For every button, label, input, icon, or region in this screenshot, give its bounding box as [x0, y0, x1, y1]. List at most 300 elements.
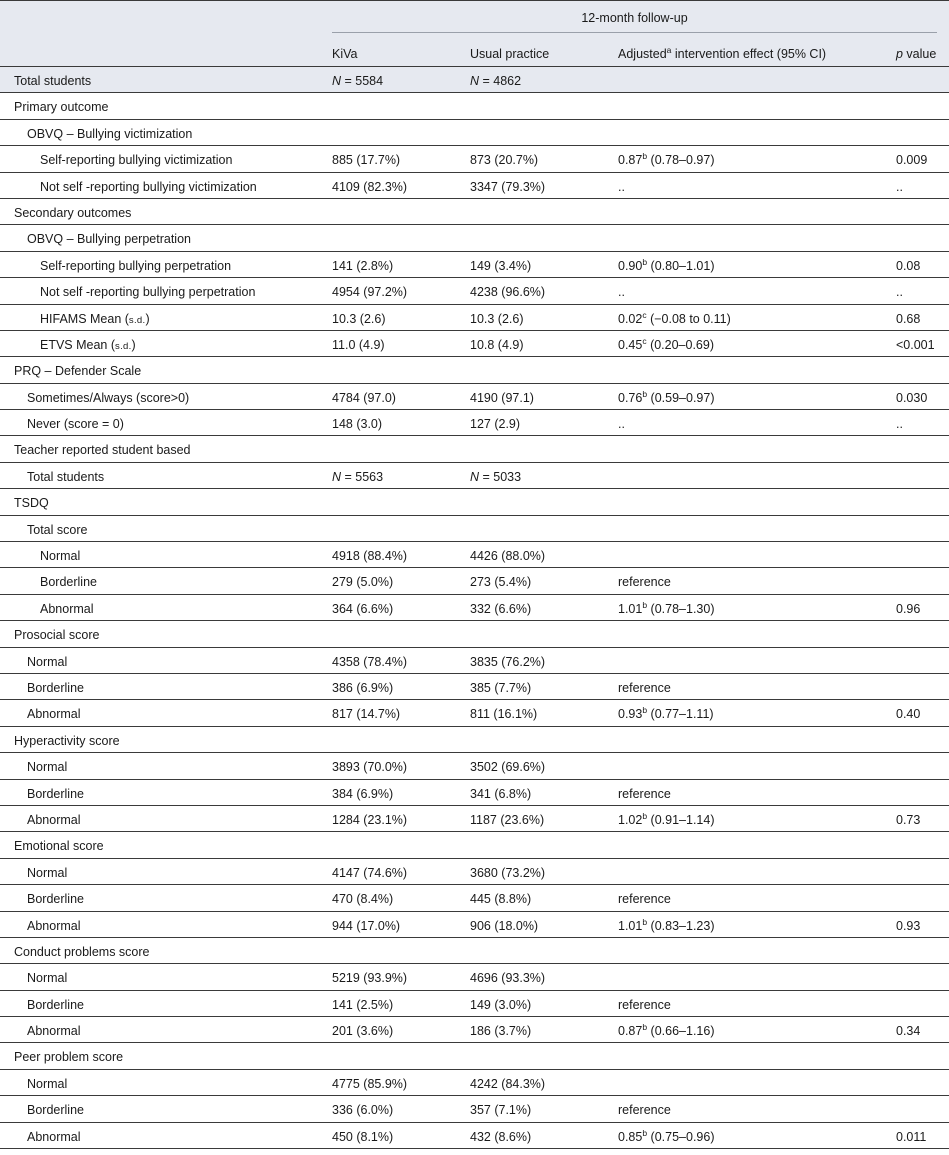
row-label-text: Conduct problems score	[14, 944, 150, 959]
usual-cell	[470, 285, 545, 299]
usual-cell	[470, 655, 545, 669]
usual-value: 10.8 (4.9)	[470, 337, 524, 352]
usual-cell	[470, 259, 531, 273]
row-label	[40, 285, 255, 299]
kiva-cell	[332, 1077, 407, 1091]
usual-cell	[470, 1130, 531, 1144]
kiva-cell	[332, 1103, 393, 1117]
kiva-cell	[332, 1024, 393, 1038]
usual-value: 4242 (84.3%)	[470, 1076, 546, 1091]
kiva-cell	[332, 813, 407, 827]
effect-ci: reference	[618, 997, 671, 1012]
kiva-value: 386 (6.9%)	[332, 680, 394, 695]
row-label	[27, 1077, 67, 1091]
table-row	[0, 859, 949, 885]
usual-value: = 5033	[479, 469, 522, 484]
usual-value: 186 (3.7%)	[470, 1024, 532, 1039]
effect-sup: c	[642, 335, 647, 346]
table-row	[0, 964, 949, 990]
effect-value: 0.45	[618, 337, 643, 352]
kiva-value: 3893 (70.0%)	[332, 760, 408, 775]
usual-value: 4426 (88.0%)	[470, 549, 546, 564]
effect-ci: (0.78–1.30)	[647, 601, 715, 616]
row-label	[40, 259, 231, 273]
kiva-value: = 5563	[341, 469, 384, 484]
p-value-cell: 0.68	[896, 311, 921, 326]
kiva-n: N	[332, 74, 342, 88]
effect-sup: b	[642, 705, 648, 716]
effect-ci: ..	[618, 285, 625, 300]
row-label-text: PRQ – Defender Scale	[14, 364, 142, 379]
effect-value: 0.85	[618, 1129, 643, 1144]
row-label	[14, 74, 91, 88]
p-value-cell: 0.40	[896, 707, 921, 722]
col-effect-header	[618, 44, 827, 61]
kiva-cell	[332, 312, 386, 326]
usual-cell	[470, 866, 545, 880]
effect-ci: (0.66–1.16)	[647, 1024, 715, 1039]
usual-value: 906 (18.0%)	[470, 918, 539, 933]
effect-value: 1.01	[618, 601, 643, 616]
row-label-sd: s.d.	[115, 340, 132, 352]
table-row	[0, 146, 949, 172]
kiva-cell	[332, 760, 407, 774]
kiva-value: 944 (17.0%)	[332, 918, 401, 933]
effect-ci: reference	[618, 575, 671, 590]
row-label	[27, 760, 67, 774]
effect-value: 0.02	[618, 311, 643, 326]
row-label	[14, 496, 49, 510]
effect-cell	[618, 285, 625, 299]
kiva-value: 10.3 (2.6)	[332, 311, 386, 326]
col-p-rest: value	[902, 47, 937, 61]
kiva-value: 4954 (97.2%)	[332, 285, 408, 300]
kiva-value: 4775 (85.9%)	[332, 1076, 408, 1091]
p-value-cell: 0.009	[896, 153, 928, 168]
kiva-cell	[332, 707, 400, 721]
kiva-cell	[332, 892, 393, 906]
table-row	[0, 912, 949, 938]
effect-sup: b	[642, 916, 648, 927]
col-p-header	[896, 47, 936, 61]
table-row	[0, 516, 949, 542]
effect-cell	[618, 417, 625, 431]
kiva-cell	[332, 285, 407, 299]
usual-value: 811 (16.1%)	[470, 707, 538, 722]
effect-ci: (−0.08 to 0.11)	[646, 311, 731, 326]
effect-ci: reference	[618, 786, 671, 801]
row-label-text: Normal	[27, 971, 68, 986]
row-label	[27, 919, 81, 933]
usual-value: 3680 (73.2%)	[470, 865, 546, 880]
p-value-cell: 0.96	[896, 601, 921, 616]
kiva-value: = 5584	[341, 74, 384, 88]
row-label-text: Sometimes/Always (score>0)	[27, 390, 190, 405]
effect-ci: (0.59–0.97)	[647, 390, 715, 405]
usual-cell	[470, 919, 538, 933]
col-p-italic: p	[896, 47, 903, 61]
effect-cell	[618, 916, 715, 933]
usual-value: 127 (2.9)	[470, 417, 521, 432]
table-row	[0, 173, 949, 199]
row-label-text: Peer problem score	[14, 1050, 124, 1065]
kiva-value: 4918 (88.4%)	[332, 549, 408, 564]
kiva-cell	[332, 971, 407, 985]
usual-value: 341 (6.8%)	[470, 786, 532, 801]
usual-cell	[470, 602, 531, 616]
row-label	[14, 628, 99, 642]
table-row	[0, 806, 949, 832]
row-label	[14, 206, 131, 220]
row-label	[14, 443, 191, 457]
row-label-text: Total students	[14, 74, 92, 88]
table-row	[0, 885, 949, 911]
row-label	[14, 945, 149, 959]
row-label-text: Abnormal	[27, 707, 81, 722]
usual-value: 10.3 (2.6)	[470, 311, 524, 326]
table-row	[0, 410, 949, 436]
kiva-cell	[332, 602, 393, 616]
table-row	[0, 727, 949, 753]
table-row	[0, 753, 949, 779]
table-row	[0, 648, 949, 674]
kiva-value: 4147 (74.6%)	[332, 865, 408, 880]
effect-cell	[618, 892, 671, 906]
table-row	[0, 674, 949, 700]
row-label	[40, 549, 80, 563]
effect-cell	[618, 599, 715, 616]
effect-ci: reference	[618, 1103, 671, 1118]
kiva-cell	[332, 417, 382, 431]
table-row	[0, 384, 949, 410]
kiva-value: 141 (2.8%)	[332, 258, 394, 273]
effect-sup: b	[642, 388, 648, 399]
usual-value: 332 (6.6%)	[470, 601, 532, 616]
usual-value: 4238 (96.6%)	[470, 285, 546, 300]
effect-sup: b	[642, 599, 648, 610]
table-row	[0, 357, 949, 383]
row-label-text: Never (score = 0)	[27, 417, 124, 432]
kiva-cell	[332, 787, 393, 801]
usual-cell	[470, 549, 545, 563]
effect-cell	[618, 256, 715, 273]
usual-value: 4696 (93.3%)	[470, 971, 546, 986]
row-label-text: Abnormal	[27, 812, 81, 827]
effect-cell	[618, 153, 715, 167]
kiva-cell	[332, 919, 400, 933]
kiva-value: 4358 (78.4%)	[332, 654, 408, 669]
usual-cell	[470, 74, 521, 88]
kiva-cell	[332, 74, 383, 88]
kiva-cell	[332, 259, 393, 273]
kiva-value: 5219 (93.9%)	[332, 971, 408, 986]
effect-sup: c	[642, 309, 647, 320]
effect-ci: (0.83–1.23)	[647, 918, 715, 933]
row-label	[27, 707, 81, 721]
row-label-text: Borderline	[27, 680, 84, 695]
col-kiva-header: KiVa	[332, 47, 358, 61]
kiva-n: N	[332, 469, 342, 484]
usual-cell	[470, 153, 538, 167]
usual-value: 149 (3.4%)	[470, 258, 532, 273]
table-row	[0, 1123, 949, 1149]
p-value-cell: 0.34	[896, 1024, 921, 1039]
table-row	[0, 991, 949, 1017]
usual-n: N	[470, 74, 480, 88]
effect-sup: b	[642, 810, 648, 821]
row-label	[27, 655, 67, 669]
row-label-text: Hyperactivity score	[14, 733, 120, 748]
usual-cell	[470, 681, 531, 695]
p-value-cell: ..	[896, 417, 903, 432]
table-row	[0, 120, 949, 146]
row-label-text: Abnormal	[27, 918, 81, 933]
row-label-text: Self-reporting bullying victimization	[40, 153, 233, 168]
kiva-cell	[332, 391, 396, 405]
row-label-text: Normal	[27, 760, 68, 775]
usual-value: = 4862	[479, 74, 522, 88]
effect-ci: reference	[618, 892, 671, 907]
table-row	[0, 595, 949, 621]
table-row	[0, 1070, 949, 1096]
col-effect-post: intervention effect (95% CI)	[671, 47, 827, 61]
usual-value: 873 (20.7%)	[470, 153, 539, 168]
kiva-value: 470 (8.4%)	[332, 892, 394, 907]
usual-value: 149 (3.0%)	[470, 997, 532, 1012]
row-label-text: Total students	[27, 469, 105, 484]
row-label-text: HIFAMS Mean	[40, 311, 122, 326]
row-label	[40, 153, 232, 167]
row-label: ETVS Mean (s.d.)	[40, 337, 136, 352]
p-value-cell: 0.030	[896, 390, 928, 405]
table-row	[0, 938, 949, 964]
row-label	[27, 470, 104, 484]
col-effect-sup: a	[666, 44, 672, 55]
kiva-cell	[332, 470, 383, 484]
effect-value: 0.90	[618, 258, 643, 273]
effect-ci: (0.91–1.14)	[647, 812, 715, 827]
usual-cell	[470, 417, 520, 431]
effect-cell	[618, 787, 671, 801]
usual-cell	[470, 760, 545, 774]
row-label	[27, 1024, 81, 1038]
row-label-text: Normal	[27, 1076, 68, 1091]
row-label	[27, 232, 191, 246]
effect-sup: b	[642, 256, 648, 267]
effect-sup: b	[642, 1127, 648, 1138]
usual-value: 385 (7.7%)	[470, 680, 532, 695]
effect-value: 1.02	[618, 812, 643, 827]
row-label	[27, 391, 189, 405]
table-row	[0, 542, 949, 568]
p-value-cell: 0.93	[896, 918, 921, 933]
table-row	[0, 67, 949, 93]
p-value-cell: 0.73	[896, 812, 921, 827]
usual-cell	[470, 180, 545, 194]
usual-value: 445 (8.8%)	[470, 892, 532, 907]
row-label-text: Borderline	[27, 892, 84, 907]
p-value-cell: ..	[896, 179, 903, 194]
row-label	[14, 839, 104, 853]
kiva-cell	[332, 180, 407, 194]
table-row	[0, 489, 949, 515]
table-row	[0, 1017, 949, 1043]
effect-cell	[618, 388, 715, 405]
table-row	[0, 225, 949, 251]
row-label-text: Teacher reported student based	[14, 443, 191, 458]
kiva-value: 4109 (82.3%)	[332, 179, 408, 194]
table-row	[0, 568, 949, 594]
row-label-text: Abnormal	[27, 1129, 81, 1144]
usual-value: 3502 (69.6%)	[470, 760, 546, 775]
usual-cell	[470, 575, 531, 589]
effect-cell	[618, 180, 625, 194]
row-label-text: Normal	[40, 549, 81, 564]
kiva-value: 201 (3.6%)	[332, 1024, 394, 1039]
follow-up-heading: 12-month follow-up	[581, 11, 688, 25]
effect-ci: (0.20–0.69)	[646, 337, 715, 352]
kiva-cell	[332, 575, 393, 589]
row-label	[27, 523, 87, 537]
row-label-text: Abnormal	[27, 1024, 81, 1039]
table-row	[0, 621, 949, 647]
usual-value: 357 (7.1%)	[470, 1103, 532, 1118]
usual-cell	[470, 1077, 545, 1091]
row-label	[40, 180, 257, 194]
effect-ci: reference	[618, 680, 671, 695]
effect-ci: (0.77–1.11)	[647, 707, 714, 722]
kiva-cell	[332, 655, 407, 669]
p-value-cell: <0.001	[896, 337, 935, 352]
table-row	[0, 1096, 949, 1122]
row-label	[27, 998, 84, 1012]
row-label-text: ETVS Mean	[40, 337, 108, 352]
row-label-text: Total score	[27, 522, 88, 537]
kiva-cell	[332, 1130, 393, 1144]
usual-value: 273 (5.4%)	[470, 575, 532, 590]
row-label-text: Primary outcome	[14, 100, 109, 115]
kiva-value: 364 (6.6%)	[332, 601, 394, 616]
usual-cell	[470, 1103, 531, 1117]
row-label	[27, 127, 192, 141]
effect-value: 0.87	[618, 1024, 643, 1039]
effect-ci: (0.75–0.96)	[647, 1129, 715, 1144]
effect-cell	[618, 309, 731, 326]
usual-cell	[470, 312, 524, 326]
kiva-value: 1284 (23.1%)	[332, 812, 408, 827]
usual-cell	[470, 391, 534, 405]
kiva-value: 148 (3.0)	[332, 417, 383, 432]
row-label	[27, 866, 67, 880]
row-label	[27, 787, 84, 801]
usual-cell	[470, 1024, 531, 1038]
effect-cell	[618, 575, 671, 589]
kiva-cell	[332, 338, 385, 352]
kiva-value: 4784 (97.0)	[332, 390, 396, 405]
kiva-value: 450 (8.1%)	[332, 1129, 394, 1144]
p-value-cell: ..	[896, 285, 903, 300]
effect-sup: b	[642, 1021, 648, 1032]
effect-ci: ..	[618, 179, 625, 194]
kiva-cell	[332, 681, 393, 695]
kiva-value: 817 (14.7%)	[332, 707, 401, 722]
row-label-text: Prosocial score	[14, 628, 100, 643]
kiva-value: 885 (17.7%)	[332, 153, 401, 168]
kiva-value: 141 (2.5%)	[332, 997, 394, 1012]
row-label	[27, 892, 84, 906]
kiva-value: 11.0 (4.9)	[332, 337, 385, 352]
row-label	[14, 734, 120, 748]
row-label	[27, 813, 81, 827]
usual-cell	[470, 813, 544, 827]
usual-cell	[470, 998, 531, 1012]
table-row	[0, 1043, 949, 1069]
effect-cell	[618, 1103, 671, 1117]
effect-ci: (0.78–0.97)	[647, 153, 715, 168]
table-row	[0, 436, 949, 462]
row-label-sd: s.d.	[128, 314, 146, 326]
table-row	[0, 780, 949, 806]
table-row	[0, 93, 949, 119]
effect-value: 0.76	[618, 390, 643, 405]
effect-cell	[618, 1127, 715, 1144]
row-label	[40, 602, 94, 616]
kiva-value: 279 (5.0%)	[332, 575, 394, 590]
effect-cell	[618, 707, 714, 721]
kiva-cell	[332, 866, 407, 880]
kiva-cell	[332, 998, 393, 1012]
usual-value: 4190 (97.1)	[470, 390, 534, 405]
usual-value: 1187 (23.6%)	[470, 812, 545, 827]
col-effect-pre: Adjusted	[618, 47, 667, 61]
effect-cell	[618, 335, 715, 352]
row-label-text: Borderline	[27, 1103, 84, 1118]
row-label: HIFAMS Mean (s.d.)	[40, 311, 150, 326]
row-label	[27, 681, 84, 695]
table-row	[0, 700, 949, 726]
table-header	[0, 0, 949, 67]
row-label-text: Abnormal	[40, 601, 94, 616]
usual-cell	[470, 470, 521, 484]
row-label	[27, 971, 67, 985]
row-label-text: OBVQ – Bullying perpetration	[27, 232, 191, 247]
effect-value: 1.01	[618, 918, 643, 933]
col-usual-header: Usual practice	[470, 47, 550, 61]
effect-ci: ..	[618, 417, 625, 432]
kiva-value: 336 (6.0%)	[332, 1103, 394, 1118]
usual-cell	[470, 338, 524, 352]
effect-cell	[618, 1021, 715, 1039]
table-body	[0, 67, 949, 1149]
table-row	[0, 463, 949, 489]
row-label	[14, 364, 141, 378]
usual-value: 432 (8.6%)	[470, 1129, 532, 1144]
header-rule	[332, 32, 937, 33]
table-row	[0, 278, 949, 304]
table-row	[0, 305, 949, 331]
row-label-text: Self-reporting bullying perpetration	[40, 258, 232, 273]
table-row	[0, 832, 949, 858]
kiva-value: 384 (6.9%)	[332, 786, 394, 801]
table-row	[0, 199, 949, 225]
usual-value: 3347 (79.3%)	[470, 179, 546, 194]
usual-cell	[470, 892, 531, 906]
p-value-cell: 0.011	[896, 1129, 927, 1144]
kiva-cell	[332, 153, 400, 167]
row-label	[14, 100, 108, 114]
row-label-text: Normal	[27, 654, 68, 669]
usual-cell	[470, 971, 545, 985]
